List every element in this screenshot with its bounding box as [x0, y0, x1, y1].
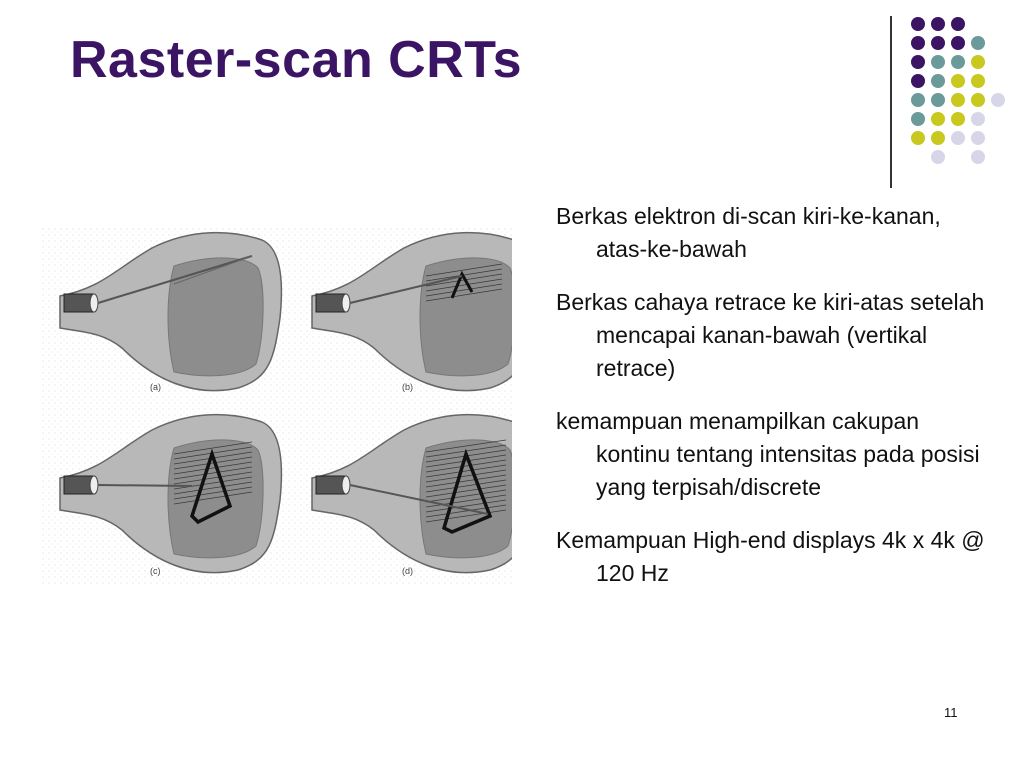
slide-title: Raster-scan CRTs [70, 31, 523, 89]
slide-number: 11 [944, 705, 958, 720]
decorative-dot [951, 55, 965, 69]
panel-label-b: (b) [402, 382, 413, 392]
decorative-dot [931, 36, 945, 50]
crt-raster-scan-figure [42, 228, 512, 584]
decorative-dot [911, 93, 925, 107]
decorative-dot [951, 112, 965, 126]
bullet-item: Berkas elektron di-scan kiri-ke-kanan, atas-ke-bawah [556, 203, 941, 262]
decorative-dot [911, 55, 925, 69]
decorative-dot [931, 150, 945, 164]
decorative-dot [911, 131, 925, 145]
bullet-item: kemampuan menampilkan cakupan kontinu tentang intensitas pada posisi yang terpisah/discrete [556, 408, 980, 500]
decorative-dot [971, 93, 985, 107]
decorative-dot [971, 74, 985, 88]
vertical-divider [890, 16, 892, 188]
decorative-dot [971, 112, 985, 126]
panel-label-c: (c) [150, 566, 161, 576]
decorative-dot [971, 55, 985, 69]
bullet-item: Berkas cahaya retrace ke kiri-atas setelah mencapai kanan-bawah (vertikal retrace) [556, 289, 985, 381]
decorative-dot [931, 55, 945, 69]
decorative-dot [911, 17, 925, 31]
decorative-dot [971, 150, 985, 164]
decorative-dot [951, 17, 965, 31]
decorative-dot [951, 93, 965, 107]
bullet-item: Kemampuan High-end displays 4k x 4k @ 120 Hz [556, 527, 985, 586]
bullet-list [556, 200, 986, 610]
decorative-dot [911, 74, 925, 88]
decorative-dot [971, 36, 985, 50]
decorative-dot [911, 112, 925, 126]
decorative-dot [931, 131, 945, 145]
panel-label-d: (d) [402, 566, 413, 576]
decorative-dot [971, 131, 985, 145]
decorative-dot [991, 93, 1005, 107]
decorative-dot [931, 93, 945, 107]
decorative-dot [951, 36, 965, 50]
decorative-dot [931, 74, 945, 88]
decorative-dot [931, 17, 945, 31]
panel-label-a: (a) [150, 382, 161, 392]
decorative-dot [951, 74, 965, 88]
decorative-dot [951, 131, 965, 145]
decorative-dot [911, 36, 925, 50]
decorative-dot [931, 112, 945, 126]
